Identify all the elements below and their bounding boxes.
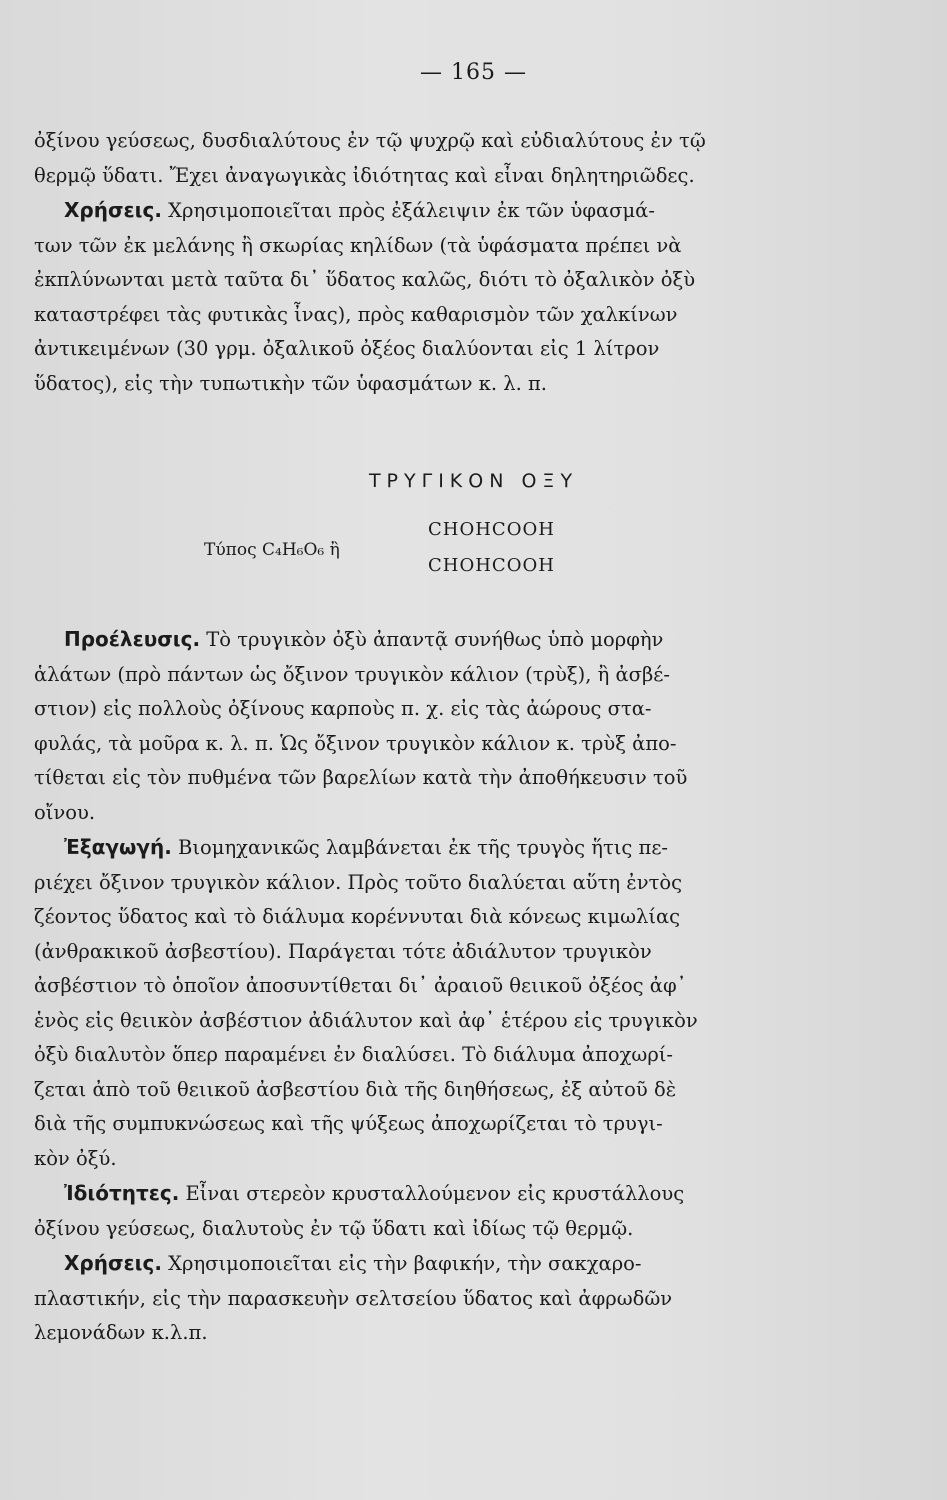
text-run: Χρησιμοποιεῖται εἰς τὴν βαφικήν, τὴν σακχαρο- [161,1252,642,1275]
origin-paragraph-first-line [34,622,814,658]
formula-top: CHOHCOOH [428,519,555,540]
compound-title: ΤΡΥΓΙΚΟΝ ΟΞΥ [368,470,579,492]
text-line: ὕδατος), εἰς τὴν τυπωτικὴν τῶν ὑφασμάτων κ. λ. π. [34,371,547,395]
extraction-paragraph-first-line [34,830,814,866]
text-line: ἑνὸς εἰς θειικὸν ἀσβέστιον ἀδιάλυτον καὶ ἀφ᾽ ἑτέρου εἰς τρυγικὸν [34,1008,698,1032]
chemical-formula [180,512,680,582]
text-line: ὀξίνου γεύσεως, διαλυτοὺς ἐν τῷ ὕδατι καὶ ἰδίως τῷ θερμῷ. [34,1216,634,1240]
properties-heading: Ἰδιότητες. [64,1181,180,1205]
uses-paragraph-first-line [34,193,814,229]
text-line: οἴνου. [34,800,96,824]
text-line: ἀσβέστιον τὸ ὁποῖον ἀποσυντίθεται δι᾽ ἀραιοῦ θειικοῦ ὀξέος ἀφ᾽ [34,974,687,997]
text-line: τίθεται εἰς τὸν πυθμένα τῶν βαρελίων κατὰ τὴν ἀποθήκευσιν τοῦ [34,766,688,789]
text-line: ζέοντος ὕδατος καὶ τὸ διάλυμα κορέννυται διὰ κόνεως κιμωλίας [34,905,681,928]
formula-bottom: CHOHCOOH [428,555,555,576]
text-line: θερμῷ ὕδατι. Ἔχει ἀναγωγικὰς ἰδιότητας καὶ εἶναι δηλητηριῶδες. [34,163,695,187]
text-line: διὰ τῆς συμπυκνώσεως καὶ τῆς ψύξεως ἀποχωρίζεται τὸ τρυγι- [34,1112,663,1135]
uses-paragraph-first-line [34,1246,814,1282]
text-line: φυλάς, τὰ μοῦρα κ. λ. π. Ὡς ὄξινον τρυγικὸν κάλιον κ. τρὺξ ἀπο- [34,731,677,755]
text-line: πλαστικήν, εἰς τὴν παρασκευὴν σελτσείου ὕδατος καὶ ἀφρωδῶν [34,1286,673,1310]
extraction-heading: Ἐξαγωγή. [64,835,172,859]
text-line: (ἀνθρακικοῦ ἀσβεστίου). Παράγεται τότε ἀδιάλυτον τρυγικὸν [34,939,652,963]
structural-formula [428,512,555,584]
text-run: Χρησιμοποιεῖται πρὸς ἐξάλειψιν ἐκ τῶν ὑφασμά- [161,199,655,222]
origin-heading: Προέλευσις. [64,627,201,651]
uses-heading: Χρήσεις. [64,1251,162,1275]
text-run: Βιομηχανικῶς λαμβάνεται ἐκ τῆς τρυγὸς ἥτις πε- [171,836,669,859]
tartaric-acid-section [34,622,814,1351]
text-line: ριέχει ὄξινον τρυγικὸν κάλιον. Πρὸς τοῦτο διαλύεται αὕτη ἐντὸς [34,870,683,894]
text-line: καταστρέφει τὰς φυτικὰς ἶνας), πρὸς καθαρισμὸν τῶν χαλκίνων [34,302,678,326]
formula-type-label: Τύπος C₄H₆O₆ ἢ [204,540,340,560]
text-line: κὸν ὀξύ. [34,1146,117,1170]
text-line: στιον) εἰς πολλοὺς ὀξίνους καρποὺς π. χ. εἰς τὰς ἀώρους στα- [34,697,652,720]
text-line: ὀξὺ διαλυτὸν ὅπερ παραμένει ἐν διαλύσει. Τὸ διάλυμα ἀποχωρί- [34,1043,674,1066]
oxalic-acid-continuation [34,124,814,401]
text-line: ἀντικειμένων (30 γρμ. ὀξαλικοῦ ὀξέος διαλύονται εἰς 1 λίτρον [34,337,660,360]
properties-paragraph-first-line [34,1176,814,1212]
text-line: λεμονάδων κ.λ.π. [34,1321,208,1344]
text-run: Τὸ τρυγικὸν ὀξὺ ἀπαντᾷ συνήθως ὑπὸ μορφὴν [200,628,664,651]
text-line: ὀξίνου γεύσεως, δυσδιαλύτους ἐν τῷ ψυχρῷ καὶ εὐδιαλύτους ἐν τῷ [34,129,706,152]
text-line: ἐκπλύνωνται μετὰ ταῦτα δι᾽ ὕδατος καλῶς, διότι τὸ ὀξαλικὸν ὀξὺ [34,268,696,291]
text-line: των τῶν ἐκ μελάνης ἢ σκωρίας κηλίδων (τὰ ὑφάσματα πρέπει νὰ [34,233,682,257]
uses-heading: Χρήσεις. [64,198,162,222]
page-number: — 165 — [420,60,527,85]
text-line: ζεται ἀπὸ τοῦ θειικοῦ ἀσβεστίου διὰ τῆς διηθήσεως, ἐξ αὐτοῦ δὲ [34,1077,677,1101]
text-line: ἁλάτων (πρὸ πάντων ὡς ὄξινον τρυγικὸν κάλιον (τρὺξ), ἢ ἀσβέ- [34,662,670,686]
text-run: Εἶναι στερεὸν κρυσταλλούμενον εἰς κρυστάλλους [179,1182,685,1205]
